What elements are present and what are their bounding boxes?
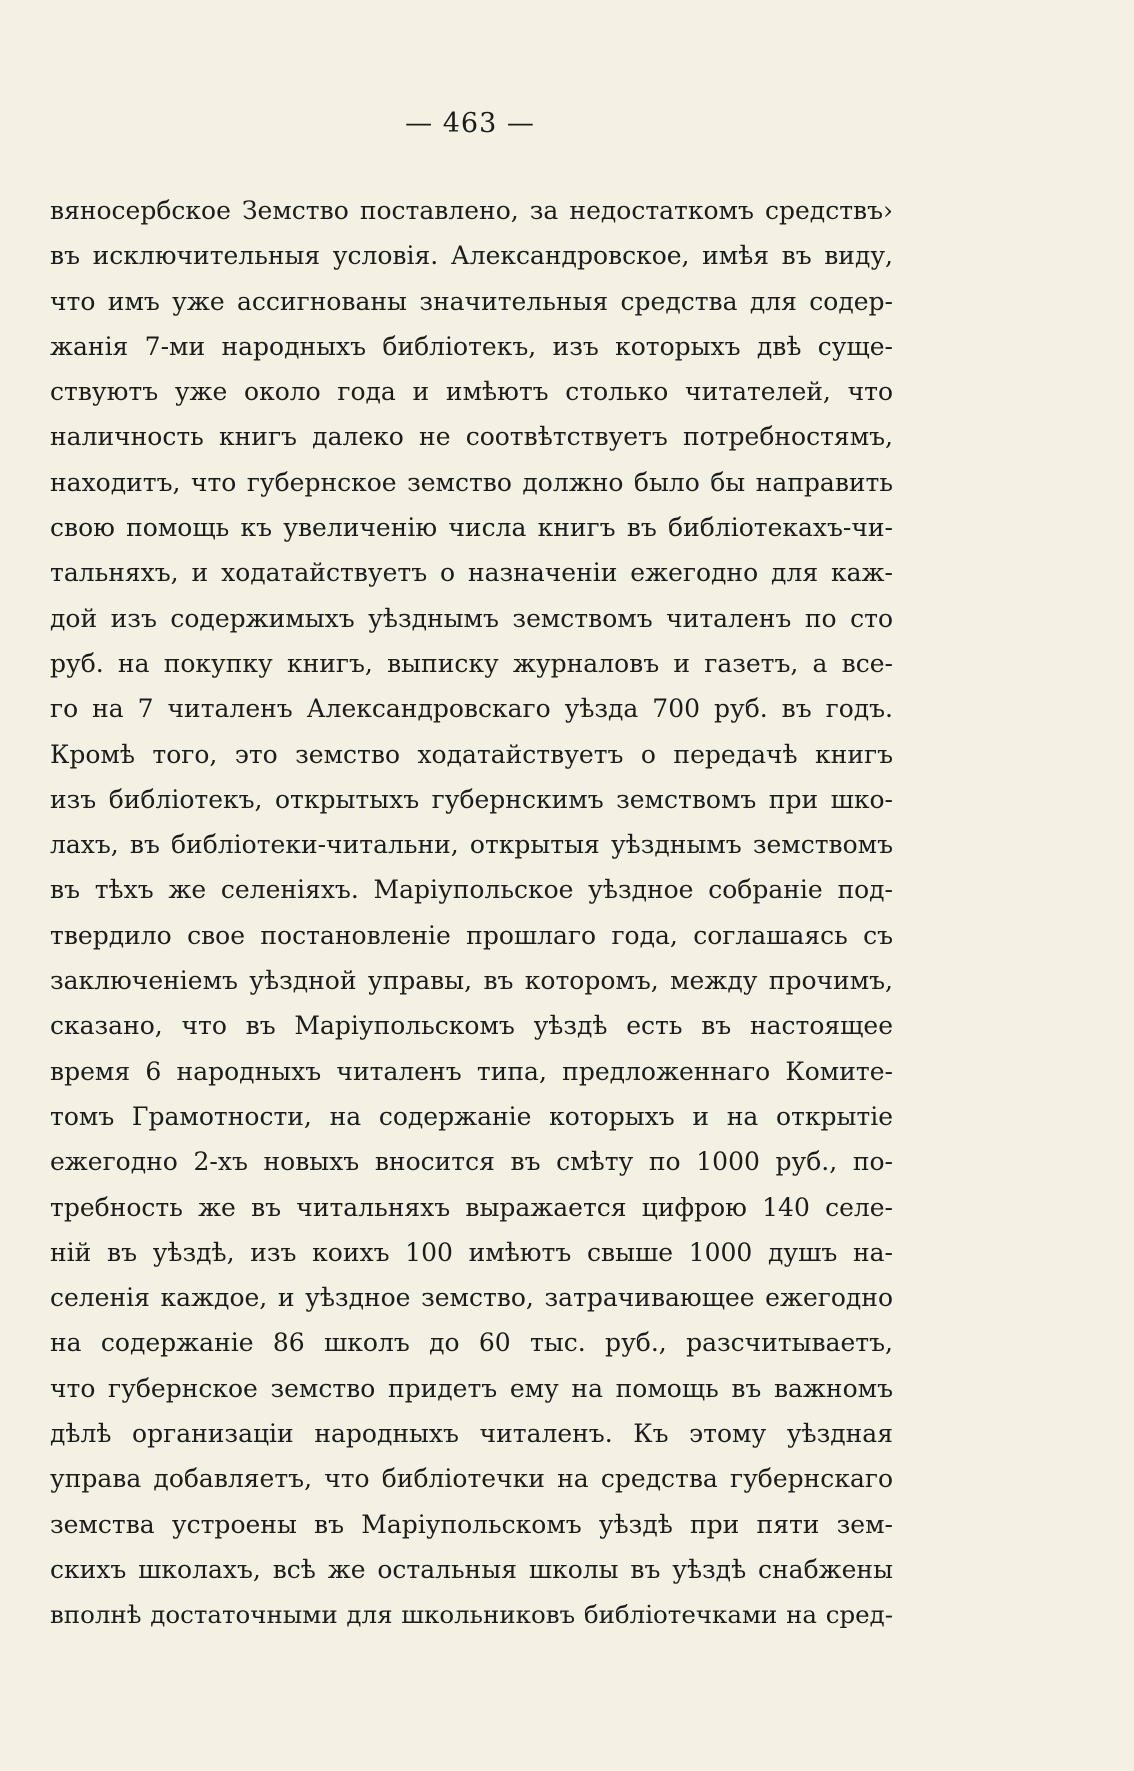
text-line-4: жанія 7-ми народныхъ библіотекъ, изъ которыхъ двѣ суще- xyxy=(50,331,893,361)
page-number: — 463 — xyxy=(405,108,535,139)
text-line-10: дой изъ содержимыхъ уѣзднымъ земствомъ читаленъ по сто xyxy=(50,603,893,633)
text-line-13: Кромѣ того, это земство ходатайствуетъ о передачѣ книгъ xyxy=(50,739,893,769)
text-line-14: изъ библіотекъ, открытыхъ губернскимъ земствомъ при шко- xyxy=(50,784,893,814)
text-line-9: тальняхъ, и ходатайствуетъ о назначеніи ежегодно для каж- xyxy=(50,558,893,588)
text-line-27: что губернское земство придетъ ему на помощь въ важномъ xyxy=(50,1373,893,1403)
text-line-2: въ исключительныя условія. Александровское, имѣя въ виду, xyxy=(50,241,893,271)
text-line-12: го на 7 читаленъ Александровскаго уѣзда 700 руб. въ годъ. xyxy=(50,694,893,724)
text-line-17: твердило свое постановленіе прошлаго года, соглашаясь съ xyxy=(50,920,893,950)
text-line-24: ній въ уѣздѣ, изъ коихъ 100 имѣютъ свыше 1000 душъ на- xyxy=(50,1237,893,1267)
text-line-25: селенія каждое, и уѣздное земство, затрачивающее ежегодно xyxy=(50,1283,893,1313)
text-line-3: что имъ уже ассигнованы значительныя средства для содер- xyxy=(50,286,893,316)
text-line-6: наличность книгъ далеко не соотвѣтствуетъ потребностямъ, xyxy=(50,422,893,452)
text-line-19: сказано, что въ Маріупольскомъ уѣздѣ есть въ настоящее xyxy=(50,1011,893,1041)
text-line-16: въ тѣхъ же селеніяхъ. Маріупольское уѣздное собраніе под- xyxy=(50,875,893,905)
text-line-22: ежегодно 2-хъ новыхъ вносится въ смѣту по 1000 руб., по- xyxy=(50,1147,893,1177)
text-line-20: время 6 народныхъ читаленъ типа, предложеннаго Комите- xyxy=(50,1056,893,1086)
text-line-23: требность же въ читальняхъ выражается цифрою 140 селе- xyxy=(50,1192,893,1222)
text-line-21: томъ Грамотности, на содержаніе которыхъ и на открытіе xyxy=(50,1101,893,1131)
text-line-7: находитъ, что губернское земство должно было бы направить xyxy=(50,467,893,497)
text-line-31: скихъ школахъ, всѣ же остальныя школы въ уѣздѣ снабжены xyxy=(50,1554,893,1584)
text-line-32: вполнѣ достаточными для школьниковъ библіотечками на сред- xyxy=(50,1600,893,1630)
text-line-8: свою помощь къ увеличенію числа книгъ въ библіотекахъ-чи- xyxy=(50,513,893,543)
text-line-5: ствуютъ уже около года и имѣютъ столько читателей, что xyxy=(50,377,893,407)
text-line-29: управа добавляетъ, что библіотечки на средства губернскаго xyxy=(50,1464,893,1494)
text-line-28: дѣлѣ организаціи народныхъ читаленъ. Къ этому уѣздная xyxy=(50,1419,893,1449)
text-line-30: земства устроены въ Маріупольскомъ уѣздѣ при пяти зем- xyxy=(50,1509,893,1539)
text-line-26: на содержаніе 86 школъ до 60 тыс. руб., разсчитываетъ, xyxy=(50,1328,893,1358)
text-line-1: вяносербское Земство поставлено, за недостаткомъ средствъ› xyxy=(50,196,893,225)
body-text xyxy=(50,188,893,1638)
text-line-11: руб. на покупку книгъ, выписку журналовъ и газетъ, а все- xyxy=(50,648,893,678)
text-line-15: лахъ, въ библіотеки-читальни, открытыя уѣзднымъ земствомъ xyxy=(50,830,893,860)
text-line-18: заключеніемъ уѣздной управы, въ которомъ, между прочимъ, xyxy=(50,966,893,996)
